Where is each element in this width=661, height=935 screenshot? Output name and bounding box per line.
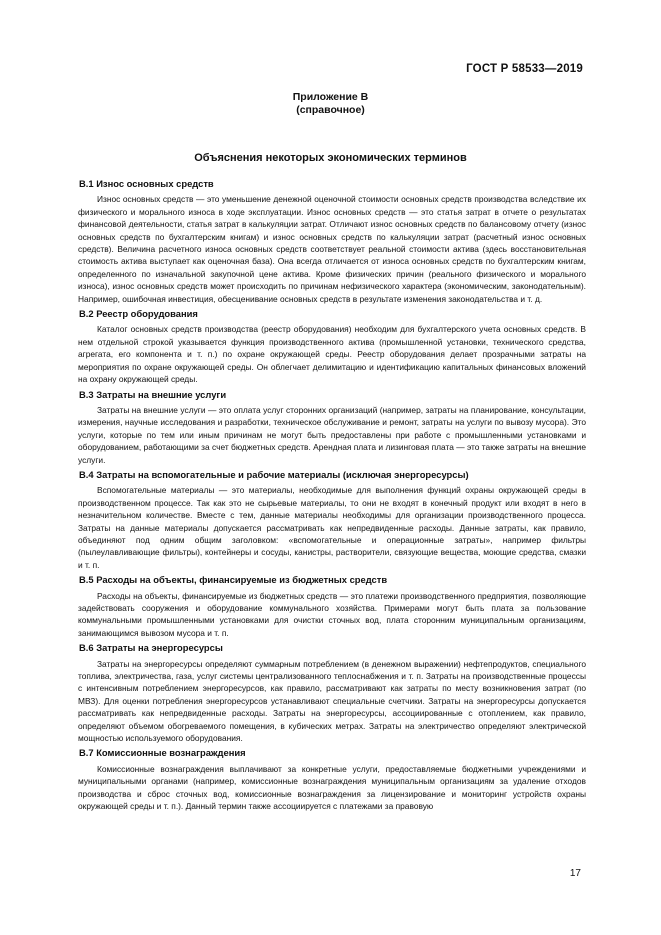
section-heading: В.5 Расходы на объекты, финансируемые из бюджетных средств xyxy=(79,574,388,586)
section-b5 xyxy=(78,574,586,639)
appendix-subtitle: (справочное) xyxy=(296,104,365,116)
page-number: 17 xyxy=(569,868,581,879)
section-b6 xyxy=(78,642,586,744)
document-title: Объяснения некоторых экономических терминов xyxy=(194,152,467,164)
section-paragraph: Затраты на внешние услуги — это оплата услуг сторонних организаций (например, затраты на планирование, консультации, измерения, научные исследования и разработки, техническое обслуживание и ремонт, затраты на услуги по вывозу мусора). Это услуги, которые по тем или иным причинам не могут быть предоставлены при работе с промышленными установками и оборудованием, работающими за счет бюджетных средств. Арендная плата и лизинговая плата — это также затраты на внешние услуги. xyxy=(78,404,586,465)
section-paragraph: Комиссионные вознаграждения выплачивают за конкретные услуги, предоставляемые бюджетными учреждениями и муниципальными органами (например, комиссионные вознаграждения муниципальным организациям за удаление отходов производства и сброс сточных вод, комиссионные вознаграждения за лицензирование и мониторинг устройств охраны окружающей среды и т. п.). Данный термин также ассоциируется с платежами за правовую xyxy=(78,763,586,812)
section-b1 xyxy=(78,178,586,305)
section-heading: В.6 Затраты на энергоресурсы xyxy=(79,642,223,654)
section-heading: В.4 Затраты на вспомогательные и рабочие материалы (исключая энергоресурсы) xyxy=(79,468,469,480)
section-heading: В.1 Износ основных средств xyxy=(79,178,214,189)
section-b3 xyxy=(78,389,586,466)
document-body xyxy=(78,178,586,816)
section-paragraph: Затраты на энергоресурсы определяют суммарным потреблением (в денежном выражении) нефтепродуктов, специального топлива, электричества, газа, услуг системы централизованного теплоснабжения и т. п. Затраты на производственные процессы с интенсивным потреблением энергоресурсов, как правило, рассматривают как затраты по месту возникновения затрат (по МВЗ). Для оценки потребления энергоресурсов устанавливают специальные счетчики. Затраты на энергоресурсы допускается рассматривать как непредвиденные расходы. Затраты на энергоресурсы, ассоциированные с отоплением, как правило, определяют объемом обогреваемого помещения, в кубических метрах. Затраты на электричество определяют электрической мощностью используемого оборудования. xyxy=(78,658,586,744)
section-b4 xyxy=(78,469,586,571)
section-b2 xyxy=(78,308,586,385)
appendix-title: Приложение В xyxy=(292,91,369,103)
section-heading: В.3 Затраты на внешние услуги xyxy=(79,388,227,400)
standard-number: ГОСТ Р 58533—2019 xyxy=(466,63,583,75)
section-b7 xyxy=(78,747,586,812)
section-heading: В.2 Реестр оборудования xyxy=(79,308,198,320)
appendix-heading xyxy=(0,91,661,117)
section-paragraph: Износ основных средств — это уменьшение денежной оценочной стоимости основных средств производства вследствие их физического и морального износа в ходе эксплуатации. Износ основных средств — это статья затрат в отчете о результатах финансовой деятельности, статья затрат в калькуляции затрат. Отличают износ основных средств по балансовому отчету (износ основных средств по бухгалтерским книгам) и износ основных средств по калькуляции затрат (расчетный износ основных средств). Величина расчетного износа основных средств соответствует реальной стоимости актива (здесь восстановительная стоимость актива выступает как оценочная база). Она всегда отличается от износа основных средств по бухгалтерским книгам, определенного по изначальной закупочной цене актива. Кроме физических причин (реального физического и морального износа), износ основных средств может происходить по причинам нефизического характера (экономическим, законодательным). Например, ошибочная инвестиция, обесценивание основных средств в результате изменения законодательства и т. д. xyxy=(78,194,586,304)
section-paragraph: Каталог основных средств производства (реестр оборудования) необходим для бухгалтерского учета основных средств. В нем отдельной строкой указывается функция производственного актива (промышленной установки, технического средства, агрегата, его компонента и т. п.) по охране окружающей среды. Реестр оборудования делает прозрачными затраты на мероприятия по охране окружающей среды. Он облегчает делимитацию и идентификацию капитальных финансовых вложений на охрану окружающей среды. xyxy=(78,324,586,385)
section-paragraph: Расходы на объекты, финансируемые из бюджетных средств — это платежи производственного предприятия, позволяющие задействовать сооружения и оборудование коммунального хозяйства. Примерами могут быть плата за пользование коммунальными промышленными установками для очистки сточных вод, плата сторонним муниципальным организациям, занимающимся вывозом мусора и т. п. xyxy=(78,590,586,638)
section-paragraph: Вспомогательные материалы — это материалы, необходимые для выполнения функций охраны окружающей среды в производственном процессе. Так как это не сырьевые материалы, то они не входят в конечный продукт или входят в него в незначительном количестве. Вместе с тем, данные материалы необходимы для организации производственного процесса. Затраты на данные материалы допускается рассматривать как непредвиденные расходы. Данные затраты, как правило, объединяют под одним общим заголовком: «вспомогательные и операционные затраты», например фильтры (пылеулавливающие фильтры), контейнеры и сосуды, канистры, растворители, связующие вещества, моющие средства, смазки и т. п. xyxy=(78,485,586,570)
section-heading: В.7 Комиссионные вознаграждения xyxy=(79,747,246,759)
